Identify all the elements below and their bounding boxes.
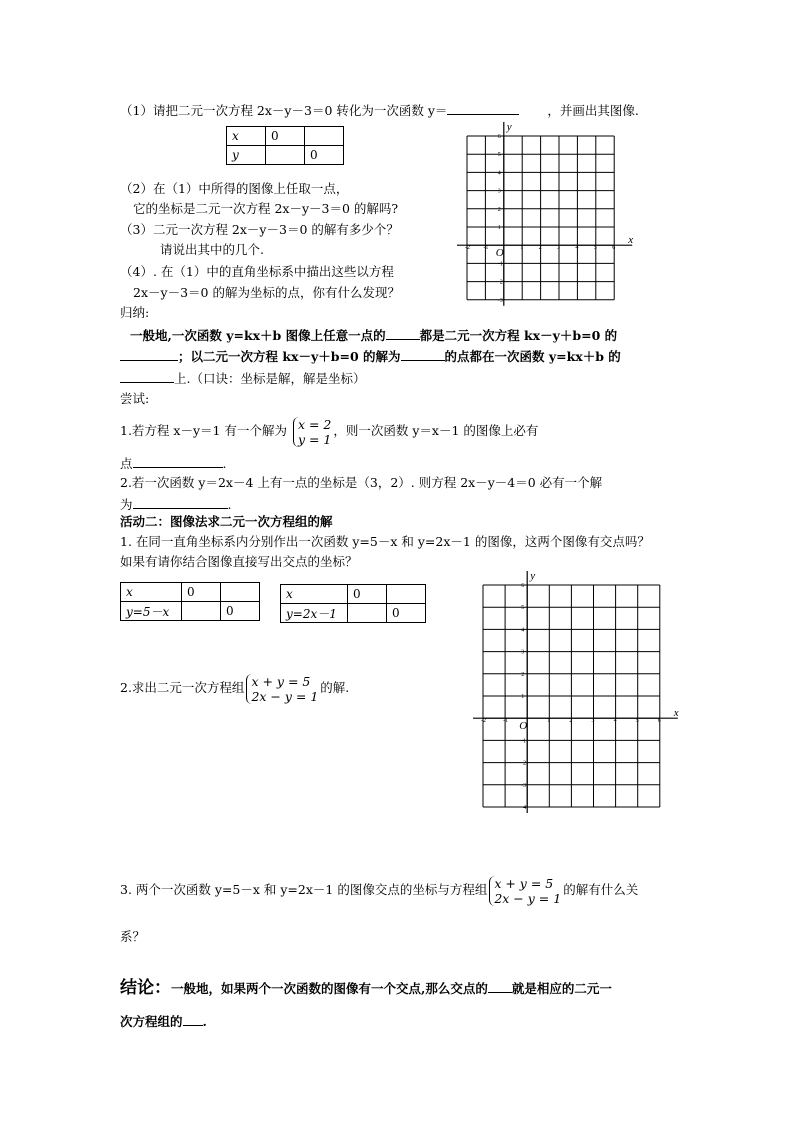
x-tick-label: -2 — [465, 245, 470, 252]
conclusion-text: 一般地，如果两个一次函数的图像有一个交点,那么交点的 — [171, 981, 488, 996]
table-cell: y=2x－1 — [281, 604, 348, 623]
y-axis-label: y — [506, 121, 512, 133]
table-row — [227, 127, 344, 146]
activity-2-q1-line1: 1. 在同一直角坐标系内分别作出一次函数 y=5－x 和 y=2x－1 的图像，这两个图像有交点吗？ — [120, 534, 650, 549]
answer-blank[interactable] — [183, 1013, 203, 1026]
x-axis-label: x — [673, 707, 679, 720]
table-cell-empty[interactable] — [387, 585, 426, 604]
x-tick-label: 1 — [547, 718, 551, 725]
coordinate-grid-2 — [462, 558, 687, 820]
q-text: 3. 两个一次函数 y=5－x 和 y=2x－1 的图像交点的坐标与方程组 — [120, 882, 488, 897]
equation-system — [246, 674, 318, 704]
y-tick-label: 1 — [497, 225, 501, 231]
question-4-line2: 2x－y－3＝0 的解为坐标的点，你有什么发现？ — [133, 285, 400, 300]
equation: 2x − y = 1 — [251, 688, 319, 704]
conclusion-line2 — [120, 1013, 207, 1030]
table-cell: 0 — [221, 602, 260, 621]
x-tick-label: 5 — [635, 718, 639, 725]
y-tick-label: 4 — [497, 170, 501, 177]
y-tick-label: 4 — [521, 627, 525, 634]
table-row — [227, 146, 344, 165]
origin-label: O — [519, 720, 528, 733]
q1-tail: ，并画出其图像. — [547, 103, 639, 118]
table-cell-empty[interactable] — [266, 146, 305, 165]
table-cell: 0 — [387, 604, 426, 623]
try-problem-1 — [120, 416, 538, 447]
table-cell: x — [227, 127, 266, 146]
y-tick-label: 5 — [521, 605, 525, 612]
conclusion-text: . — [202, 1014, 207, 1029]
y-tick-label: 2 — [497, 206, 501, 213]
summary-line1 — [130, 327, 617, 344]
answer-blank[interactable] — [120, 370, 174, 383]
question-2-line1: （2）在（1）中所得的图像上任取一点， — [120, 181, 349, 196]
q1-text: （1）请把二元一次方程 2x－y－3＝0 转化为一次函数 y＝ — [120, 103, 448, 118]
activity-2-title: 活动二：图像法求二元一次方程组的解 — [120, 514, 333, 529]
equation: y = 1 — [297, 431, 332, 447]
table-cell: 0 — [266, 127, 305, 146]
equation-system — [293, 417, 331, 447]
summary-text: 一般地,一次函数 y=kx＋b 图像上任意一点的 — [130, 328, 386, 343]
x-tick-label: 2 — [538, 245, 542, 252]
activity-2-q3-end: 系？ — [120, 929, 146, 944]
x-tick-label: 1 — [520, 245, 524, 252]
question-3-line1: （3）二元一次方程 2x－y－3＝0 的解有多少个？ — [120, 222, 399, 237]
x-tick-label: -1 — [503, 718, 509, 725]
q-text: 的解有什么关 — [563, 882, 639, 897]
y-tick-label: 6 — [521, 583, 525, 589]
activity-2-q1-line2: 如果有请你结合图像直接写出交点的坐标？ — [120, 554, 358, 569]
y-tick-label: -1 — [497, 261, 503, 268]
x-tick-label: 4 — [575, 245, 579, 252]
equation: x + y = 5 — [494, 875, 554, 891]
x-tick-label: -2 — [481, 718, 486, 725]
question-3-line2: 请说出其中的几个. — [160, 242, 264, 257]
x-tick-label: -1 — [483, 245, 489, 252]
x-tick-label: 3 — [591, 718, 595, 725]
conclusion-text: 就是相应的二元一 — [511, 981, 612, 996]
coordinate-grid-1 — [450, 118, 650, 313]
question-4-line1: （4）. 在（1）中的直角坐标系中描出这些以方程 — [120, 264, 394, 279]
try-text: 点 — [120, 456, 133, 471]
conclusion-line1 — [120, 980, 612, 997]
x-tick-label: 2 — [569, 718, 573, 725]
table-row — [121, 583, 260, 602]
table-cell: y=5－x — [121, 602, 182, 621]
table-cell: 0 — [182, 583, 221, 602]
y-tick-label: -4 — [521, 805, 527, 811]
y-tick-label: -2 — [521, 760, 527, 767]
y-tick-label: -3 — [497, 297, 503, 304]
table-cell-empty[interactable] — [182, 602, 221, 621]
x-tick-label: 3 — [557, 245, 560, 252]
value-table-a — [120, 582, 260, 621]
table-cell: x — [281, 585, 348, 604]
y-tick-label: 1 — [521, 694, 525, 700]
try-text: 为 — [120, 497, 133, 512]
table-row — [121, 602, 260, 621]
table-cell: x — [121, 583, 182, 602]
table-cell-empty[interactable] — [305, 127, 344, 146]
answer-blank[interactable] — [133, 496, 228, 509]
x-tick-label: 6 — [657, 718, 661, 725]
q-text: 2.求出二元一次方程组 — [120, 680, 245, 695]
activity-2-q3 — [120, 874, 638, 906]
answer-blank[interactable] — [447, 102, 519, 115]
answer-blank[interactable] — [386, 327, 420, 340]
summary-text: 都是二元一次方程 kx－y＋b=0 的 — [419, 328, 618, 343]
table-cell: 0 — [348, 585, 387, 604]
y-tick-label: -1 — [521, 738, 527, 745]
value-table-b — [280, 584, 426, 623]
x-tick-label: 6 — [612, 245, 616, 252]
summary-title: 归纳: — [120, 305, 150, 320]
answer-blank[interactable] — [120, 348, 178, 361]
equation: 2x − y = 1 — [494, 890, 562, 906]
q-text: 的解. — [320, 680, 350, 695]
y-axis-label: y — [530, 570, 536, 582]
table-row — [281, 585, 426, 604]
conclusion-text: 次方程组的 — [120, 1014, 183, 1029]
equation: x + y = 5 — [251, 673, 311, 689]
summary-line3 — [120, 370, 365, 387]
x-tick-label: 4 — [613, 718, 617, 725]
y-tick-label: 2 — [521, 671, 525, 678]
try-title: 尝试: — [120, 391, 150, 406]
y-tick-label: 6 — [497, 134, 501, 140]
conclusion-label: 结论： — [120, 978, 171, 998]
answer-blank[interactable] — [488, 980, 512, 993]
equation: x = 2 — [297, 416, 332, 432]
try-text: 1.若方程 x－y＝1 有一个解为 — [120, 423, 287, 438]
summary-line2 — [120, 348, 621, 365]
try-text: ，则一次函数 y＝x－1 的图像上必有 — [333, 423, 539, 438]
summary-text: 的点都在一次函数 y=kx＋b 的 — [444, 349, 621, 364]
try-problem-1-answer: 点 . — [120, 456, 227, 471]
table-row — [281, 604, 426, 623]
y-tick-label: -2 — [497, 279, 503, 286]
answer-blank[interactable] — [401, 348, 445, 361]
value-table-1 — [226, 126, 344, 165]
equation-system — [489, 876, 561, 906]
table-cell-empty[interactable] — [221, 583, 260, 602]
try-problem-2: 2.若一次函数 y＝2x－4 上有一点的坐标是（3，2）. 则方程 2x－y－4＝0 必有一个解 — [120, 475, 603, 490]
try-problem-2-answer: 为 . — [120, 497, 232, 512]
summary-text: 上.（口诀：坐标是解，解是坐标） — [174, 371, 366, 386]
y-tick-label: 3 — [521, 649, 525, 656]
question-2-line2: 它的坐标是二元一次方程 2x－y－3＝0 的解吗? — [133, 201, 399, 216]
x-axis-label: x — [628, 234, 634, 247]
origin-label: O — [495, 247, 504, 260]
activity-2-q2 — [120, 672, 349, 704]
y-tick-label: -3 — [521, 782, 527, 789]
table-cell: 0 — [305, 146, 344, 165]
table-cell-empty[interactable] — [348, 604, 387, 623]
y-tick-label: 3 — [497, 188, 501, 195]
table-cell: y — [227, 146, 266, 165]
y-tick-label: 5 — [497, 152, 501, 159]
answer-blank[interactable] — [133, 455, 223, 468]
question-1 — [120, 102, 639, 119]
summary-text: ；以二元一次方程 kx－y＋b=0 的解为 — [178, 349, 401, 364]
x-tick-label: 5 — [593, 245, 597, 252]
